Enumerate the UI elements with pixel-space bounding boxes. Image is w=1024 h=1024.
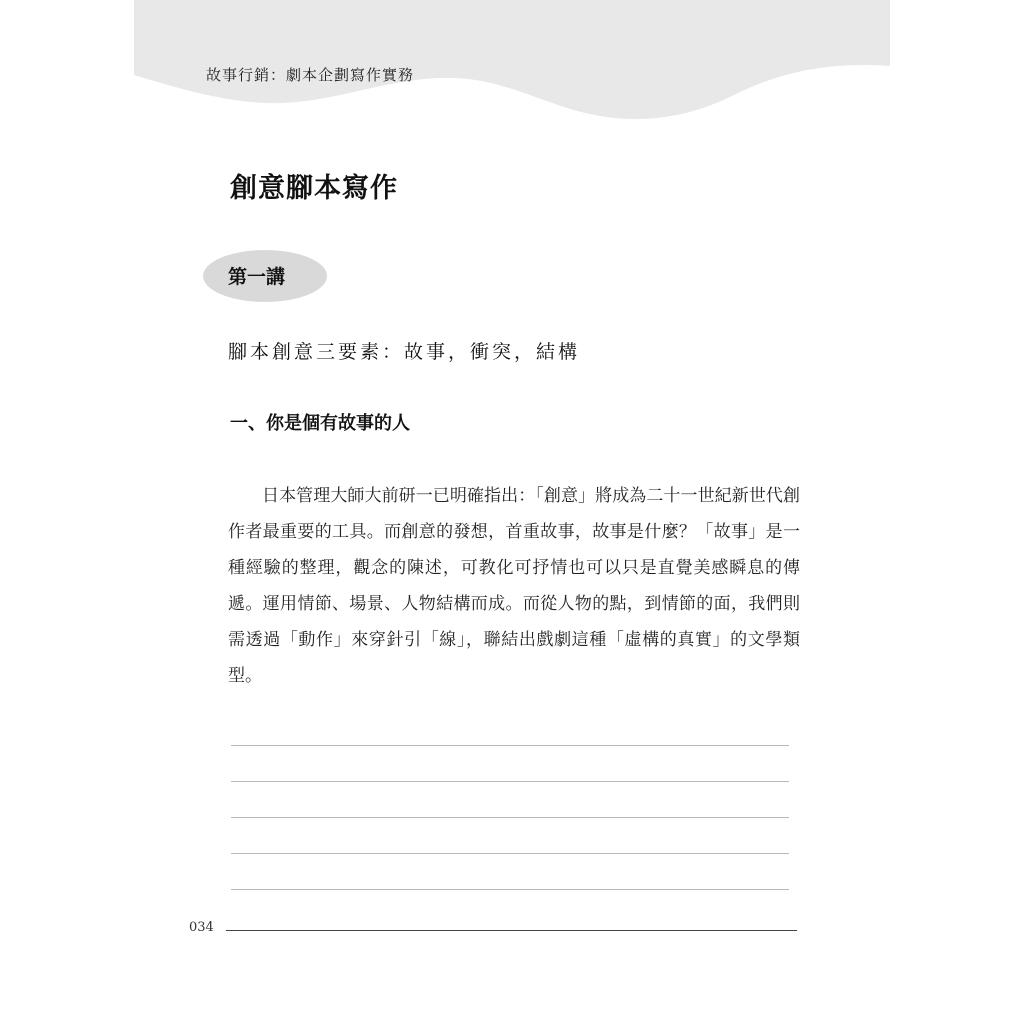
note-line	[231, 745, 789, 746]
note-line	[231, 853, 789, 854]
footer-rule	[226, 930, 797, 931]
note-lines	[231, 745, 789, 925]
note-line	[231, 781, 789, 782]
note-line	[231, 889, 789, 890]
note-line	[231, 817, 789, 818]
body-paragraph: 日本管理大師大前研一已明確指出：「創意」將成為二十一世紀新世代創作者最重要的工具。而創意的發想，首重故事，故事是什麼？「故事」是一種經驗的整理，觀念的陳述，可教化可抒情也可以只是直覺美感瞬息的傳遞。運用情節、場景、人物結構而成。而從人物的點，到情節的面，我們則需透過「動作」來穿針引「線」，聯結出戲劇這種「虛構的真實」的文學類型。	[228, 486, 800, 686]
running-head: 故事行銷：劇本企劃寫作實務	[206, 66, 415, 84]
section-heading: 一、你是個有故事的人	[230, 413, 410, 434]
chapter-title: 創意腳本寫作	[230, 173, 398, 204]
header-wave-decoration	[134, 0, 890, 125]
page-number: 034	[189, 920, 214, 935]
lecture-label: 第一講	[228, 266, 286, 288]
book-page	[134, 0, 890, 1024]
lecture-subtitle: 腳本創意三要素：故事，衝突，結構	[228, 341, 581, 363]
